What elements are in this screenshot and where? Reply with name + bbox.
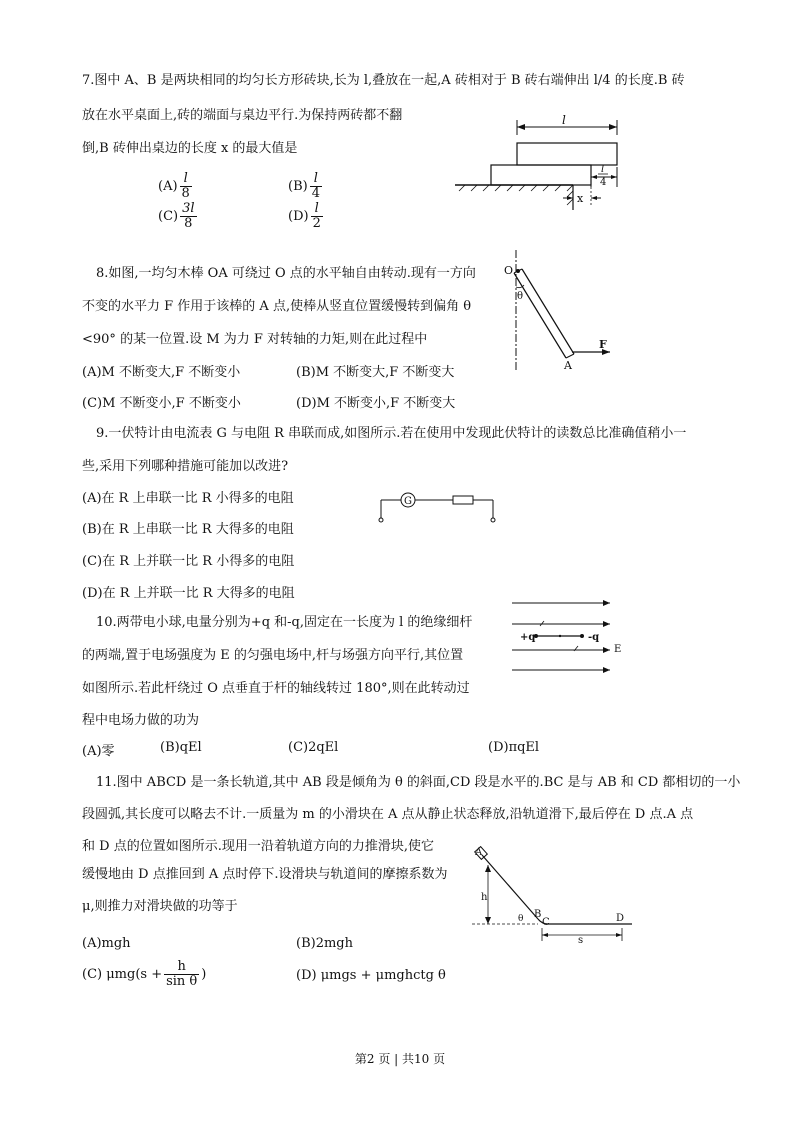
- q11-line5: μ,则推力对滑块做的功等于: [82, 899, 238, 914]
- q11-option-a: (A)mgh: [82, 936, 131, 951]
- q8-option-a: (A)M 不断变大,F 不断变小: [82, 365, 241, 380]
- q9-option-c: (C)在 R 上并联一比 R 小得多的电阻: [82, 554, 295, 569]
- q9-option-a: (A)在 R 上串联一比 R 小得多的电阻: [82, 491, 294, 506]
- q10-option-b: (B)qEl: [160, 740, 202, 755]
- q10-option-d: (D)πqEl: [488, 740, 540, 755]
- q10-field-diagram: [510, 598, 640, 678]
- q7-option-d: (D) $\frac{l}{2}$: [288, 201, 321, 231]
- q7-brick-diagram: [455, 115, 635, 215]
- page-footer: 第2 页 | 共10 页: [354, 1052, 446, 1066]
- q9-line1: 9.一伏特计由电流表 G 与电阻 R 串联而成,如图所示.若在使用中发现此伏特计的读数总比准确值稍小一: [96, 426, 687, 441]
- q11-line4: 缓慢地由 D 点推回到 A 点时停下.设滑块与轨道间的摩擦系数为: [82, 867, 448, 882]
- q7-line1: 7.图中 A、B 是两块相同的均匀长方形砖块,长为 l,叠放在一起,A 砖相对于 B 砖右端伸出 l/4 的长度.B 砖: [82, 73, 685, 88]
- q10-e-label: E: [614, 644, 622, 655]
- q10-line1: 10.两带电小球,电量分别为+q 和-q,固定在一长度为 l 的绝缘细杆: [96, 615, 473, 630]
- q11-option-b: (B)2mgh: [296, 936, 353, 951]
- q9-g-label: G: [404, 496, 412, 507]
- q11-line1: 11.图中 ABCD 是一条长轨道,其中 AB 段是倾角为 θ 的斜面,CD 段是水平的.BC 是与 AB 和 CD 都相切的一小: [96, 775, 741, 790]
- q11-h-label: h: [481, 892, 488, 903]
- q9-option-b: (B)在 R 上串联一比 R 大得多的电阻: [82, 522, 294, 537]
- q9-line2: 些,采用下列哪种措施可能加以改进?: [82, 459, 289, 474]
- q8-option-c: (C)M 不断变小,F 不断变小: [82, 396, 241, 411]
- q7-x-label: x: [577, 192, 584, 205]
- q11-option-d: (D) μmgs + μmghctg θ: [296, 968, 446, 983]
- q11-line2: 段圆弧,其长度可以略去不计.一质量为 m 的小滑块在 A 点从静止状态释放,沿轨道滑下,最后停在 D 点.A 点: [82, 807, 694, 822]
- q10-minus-q-label: -q: [588, 632, 600, 643]
- q7-option-b: (B) $\frac{l}{4}$: [288, 171, 320, 201]
- q7-line2: 放在水平桌面上,砖的端面与桌边平行.为保持两砖都不翻: [82, 108, 403, 123]
- q8-f-label: F: [599, 338, 607, 351]
- q9-circuit-diagram: [375, 488, 505, 528]
- q11-s-label: s: [578, 935, 584, 946]
- q11-line3: 和 D 点的位置如图所示.现用一沿着轨道方向的力推滑块,使它: [82, 839, 434, 854]
- q8-line1: 8.如图,一均匀木棒 OA 可绕过 O 点的水平轴自由转动.现有一方向: [96, 266, 476, 281]
- q10-line2: 的两端,置于电场强度为 E 的匀强电场中,杆与场强方向平行,其位置: [82, 648, 464, 663]
- q7-line3: 倒,B 砖伸出桌边的长度 x 的最大值是: [82, 141, 298, 156]
- q10-option-c: (C)2qEl: [288, 740, 339, 755]
- q8-line2: 不变的水平力 F 作用于该棒的 A 点,使棒从竖直位置缓慢转到偏角 θ: [82, 299, 472, 314]
- q10-option-a: (A)零: [82, 744, 115, 759]
- q7-quarter-num: l: [601, 164, 605, 175]
- q8-o-label: O: [504, 264, 514, 277]
- q10-plus-q-label: +q: [520, 632, 536, 643]
- q8-a-label: A: [564, 359, 572, 372]
- q11-a-label: A: [475, 847, 483, 858]
- q10-line3: 如图所示.若此杆绕过 O 点垂直于杆的轴线转过 180°,则在此转动过: [82, 681, 470, 696]
- q10-line4: 程中电场力做的功为: [82, 713, 200, 728]
- q7-quarter-den: 4: [600, 177, 607, 188]
- q7-option-a: (A) $\frac{l}{8}$: [158, 171, 190, 201]
- q11-c-label: C: [542, 917, 550, 928]
- q8-line3: <90° 的某一位置.设 M 为力 F 对转轴的力矩,则在此过程中: [82, 332, 428, 347]
- q8-rod-diagram: [500, 245, 630, 375]
- q11-track-diagram: [472, 845, 642, 945]
- q9-option-d: (D)在 R 上并联一比 R 大得多的电阻: [82, 586, 295, 601]
- q7-option-c: (C) $\frac{3l}{8}$: [158, 201, 195, 231]
- q8-option-d: (D)M 不断变小,F 不断变大: [296, 396, 456, 411]
- q8-theta-label: θ: [517, 291, 524, 302]
- q8-option-b: (B)M 不断变大,F 不断变大: [296, 365, 455, 380]
- q11-d-label: D: [616, 913, 625, 924]
- q11-b-label: B: [534, 909, 542, 920]
- q11-theta-label: θ: [518, 914, 524, 924]
- q7-l-label: l: [562, 113, 566, 127]
- q11-option-c: (C) μmg(s + $\frac{h}{\text{sin θ}}$ ): [82, 959, 207, 989]
